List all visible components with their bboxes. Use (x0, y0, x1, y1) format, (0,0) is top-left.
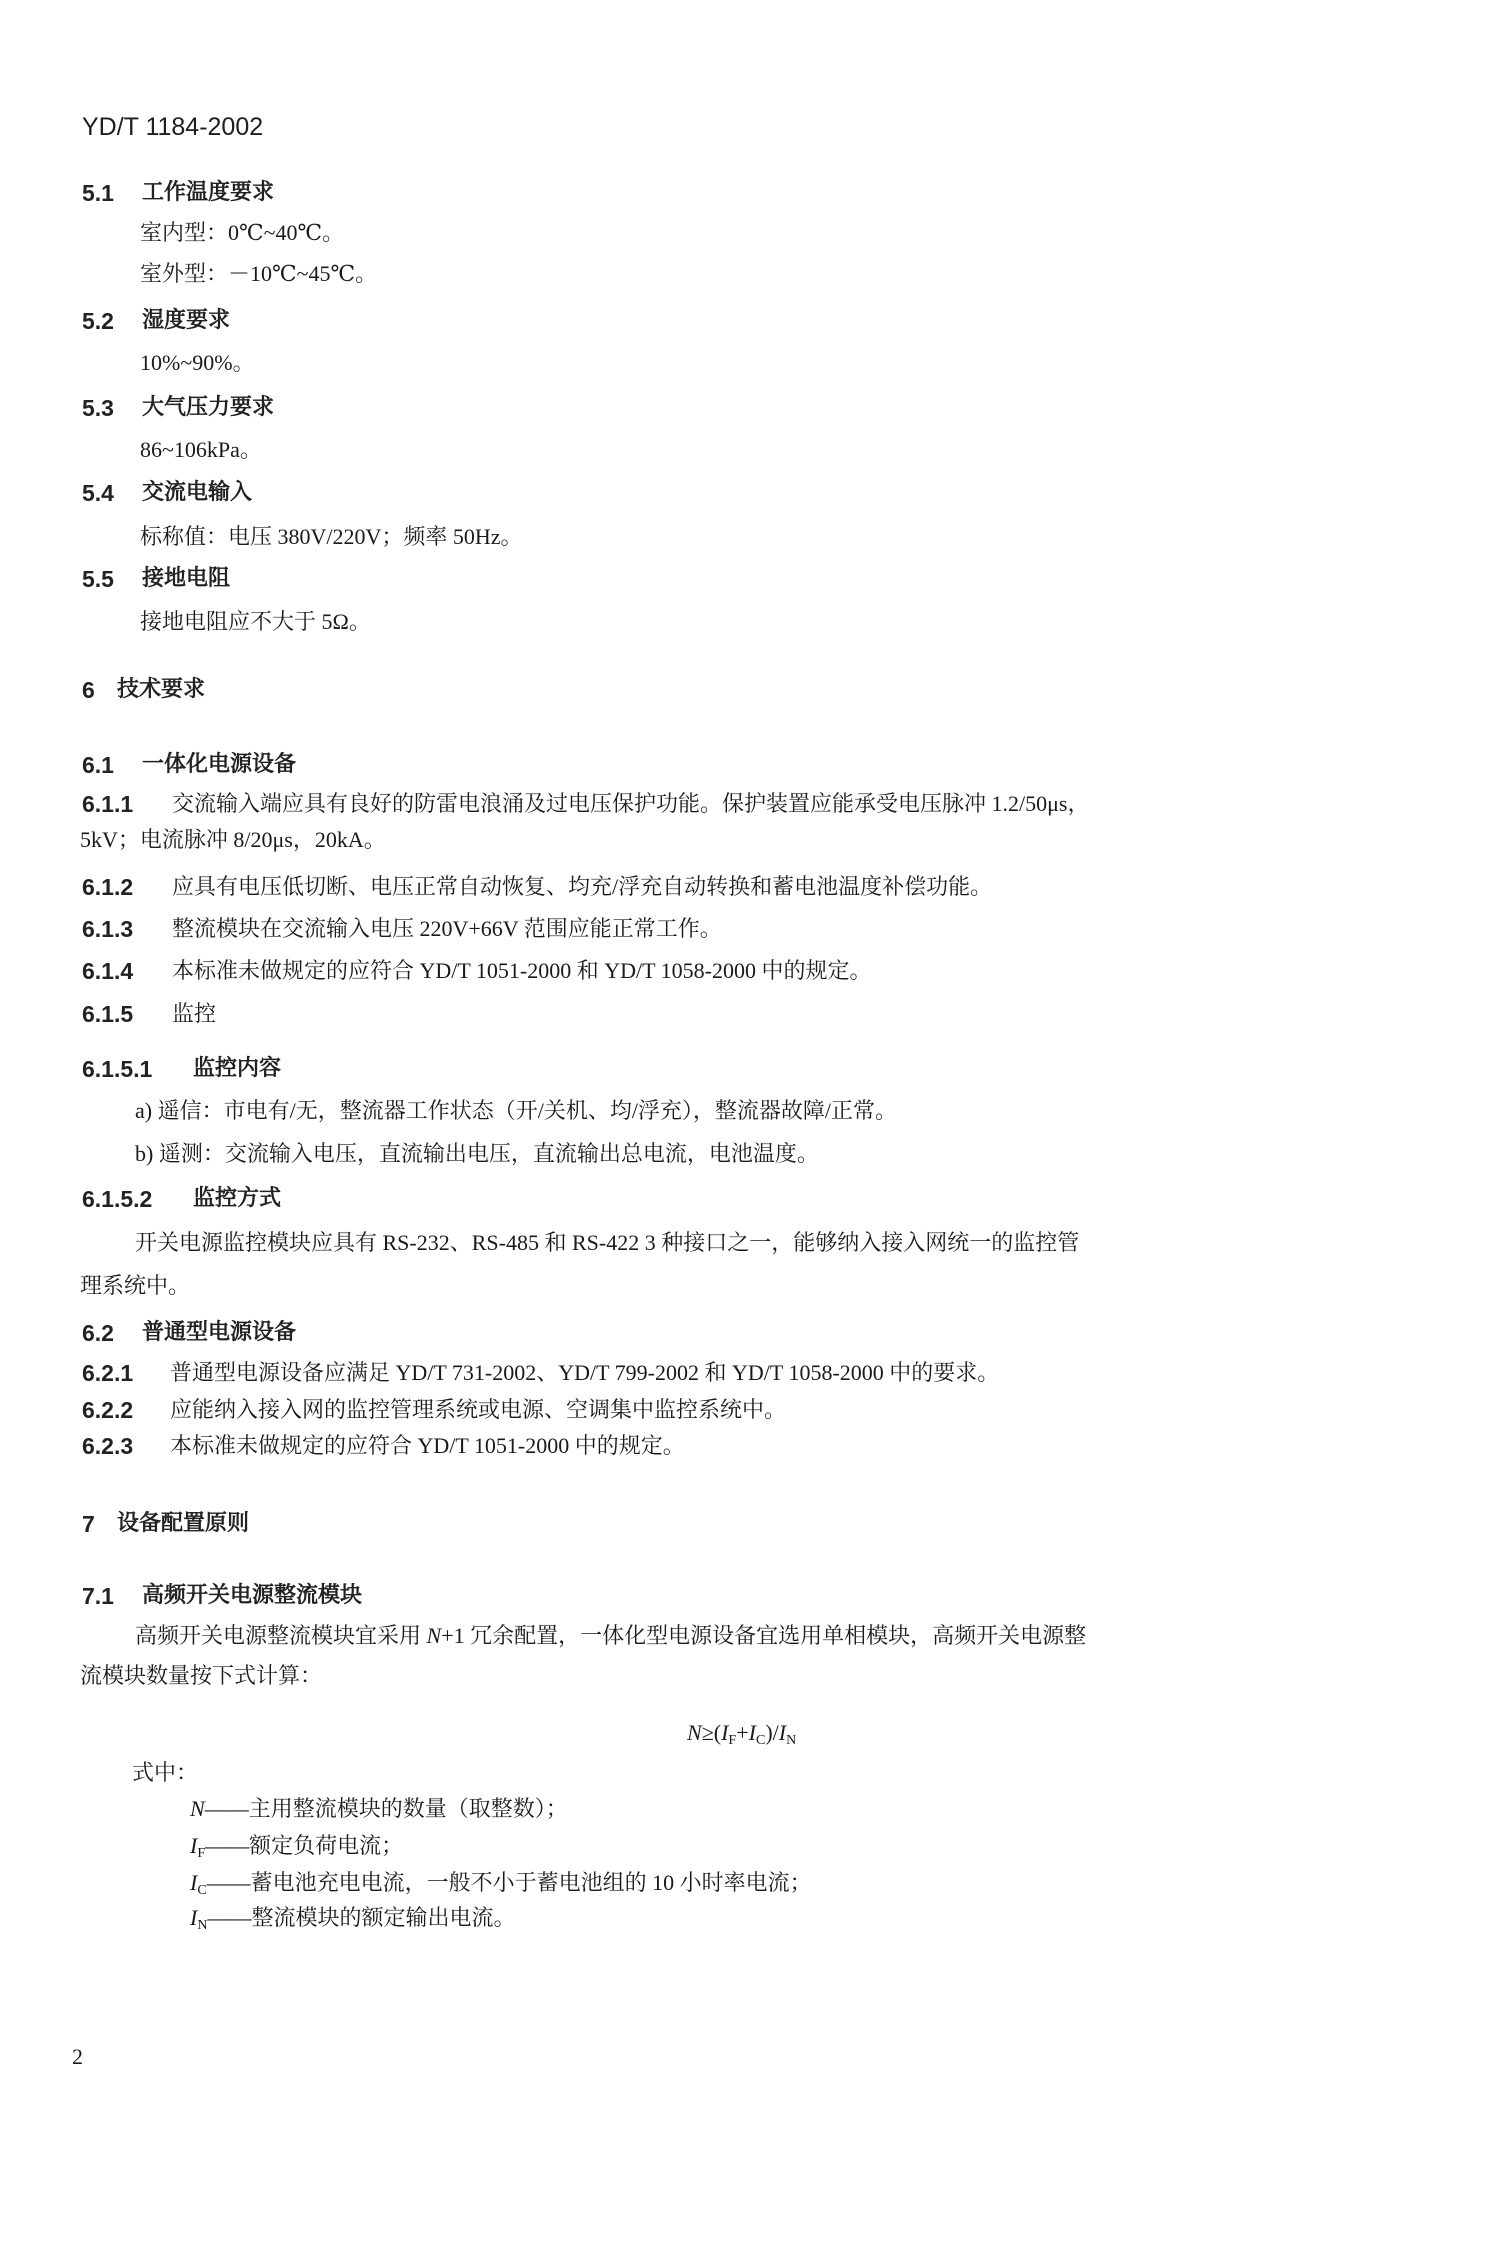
list-item-text: b) 遥测：交流输入电压，直流输出电压，直流输出总电流，电池温度。 (135, 1141, 819, 1166)
paragraph-text: 流模块数量按下式计算： (80, 1663, 323, 1688)
paragraph-text: 高频开关电源整流模块宜采用 N+1 冗余配置，一体化型电源设备宜选用单相模块，高频开关电源整 (135, 1623, 1087, 1648)
section-number: 7.1 (82, 1583, 114, 1609)
clause-number: 6.2.3 (82, 1433, 134, 1459)
definition-text: $I_N——$整流模块的额定输出电流。 (190, 1905, 516, 1933)
page-number: 2 (72, 2044, 83, 2069)
clause-number: 6.1.1 (82, 791, 134, 817)
clause-text: 应具有电压低切断、电压正常自动恢复、均充/浮充自动转换和蓄电池温度补偿功能。 (172, 874, 993, 899)
where-label-text: 式中： (132, 1760, 199, 1785)
clause-text: 本标准未做规定的应符合 YD/T 1051-2000 和 YD/T 1058-2000 中的规定。 (172, 958, 872, 983)
clause-number: 6.1.5 (82, 1001, 134, 1027)
clause-text: 5kV；电流脉冲 8/20μs，20kA。 (80, 827, 386, 852)
chapter-title: 设备配置原则 (117, 1511, 250, 1536)
section-title: 高频开关电源整流模块 (142, 1583, 363, 1608)
section-title: 交流电输入 (142, 480, 253, 505)
clause-text: 监控 (172, 1001, 217, 1026)
list-item-text: a) 遥信：市电有/无，整流器工作状态（开/关机、均/浮充），整流器故障/正常。 (135, 1098, 898, 1123)
clause-text: 交流输入端应具有良好的防雷电浪涌及过电压保护功能。保护装置应能承受电压脉冲 1.2/50μs， (172, 791, 1090, 816)
section-title: 湿度要求 (142, 308, 231, 333)
clause-number: 6.1.5.2 (82, 1186, 153, 1212)
pressure-value: 86~106kPa。 (140, 437, 262, 462)
clause-text: 应能纳入接入网的监控管理系统或电源、空调集中监控系统中。 (170, 1397, 787, 1422)
grounding-value: 接地电阻应不大于 5Ω。 (140, 609, 371, 634)
outdoor-temp: 室外型：－10℃~45℃。 (140, 261, 378, 286)
section-number: 5.4 (82, 480, 114, 506)
clause-number: 6.1.4 (82, 958, 134, 984)
definition-text: N——主用整流模块的数量（取整数）； (190, 1796, 568, 1821)
section-title: 普通型电源设备 (142, 1320, 297, 1345)
standard-header: YD/T 1184-2002 (82, 113, 264, 141)
clause-text: 整流模块在交流输入电压 220V+66V 范围应能正常工作。 (172, 916, 722, 941)
clause-number: 6.2.1 (82, 1360, 134, 1386)
clause-number: 6.1.3 (82, 916, 134, 942)
section-number: 5.2 (82, 308, 114, 334)
section-number: 5.3 (82, 395, 114, 421)
section-title: 一体化电源设备 (142, 752, 297, 777)
section-number: 5.5 (82, 566, 114, 592)
chapter-number: 7 (82, 1511, 95, 1537)
ac-nominal-value: 标称值：电压 380V/220V；频率 50Hz。 (140, 524, 523, 549)
section-title: 接地电阻 (142, 566, 231, 591)
section-title: 工作温度要求 (142, 180, 275, 205)
section-title: 大气压力要求 (142, 395, 275, 420)
paragraph-text: 理系统中。 (80, 1273, 191, 1298)
clause-text: 普通型电源设备应满足 YD/T 731-2002、YD/T 799-2002 和 YD/T 1058-2000 中的要求。 (170, 1360, 1000, 1385)
clause-text: 本标准未做规定的应符合 YD/T 1051-2000 中的规定。 (170, 1433, 685, 1458)
definition-text: $I_F——$额定负荷电流； (190, 1833, 404, 1861)
clause-number: 6.2.2 (82, 1397, 134, 1423)
clause-title: 监控方式 (193, 1186, 282, 1211)
clause-number: 6.1.5.1 (82, 1056, 153, 1082)
clause-number: 6.1.2 (82, 874, 134, 900)
clause-title: 监控内容 (193, 1056, 282, 1081)
definition-text: $I_C——$蓄电池充电电流，一般不小于蓄电池组的 10 小时率电流； (190, 1870, 812, 1898)
indoor-temp: 室内型：0℃~40℃。 (140, 220, 345, 245)
paragraph-text: 开关电源监控模块应具有 RS-232、RS-485 和 RS-422 3 种接口之一，能够纳入接入网统一的监控管 (135, 1230, 1080, 1255)
chapter-title: 技术要求 (117, 677, 206, 702)
section-number: 5.1 (82, 180, 114, 206)
section-number: 6.2 (82, 1320, 114, 1346)
section-number: 6.1 (82, 752, 114, 778)
chapter-number: 6 (82, 677, 95, 703)
humidity-value: 10%~90%。 (140, 350, 255, 375)
formula-expression: $N\ge(I_F+I_C)/I_N$ (687, 1720, 797, 1748)
